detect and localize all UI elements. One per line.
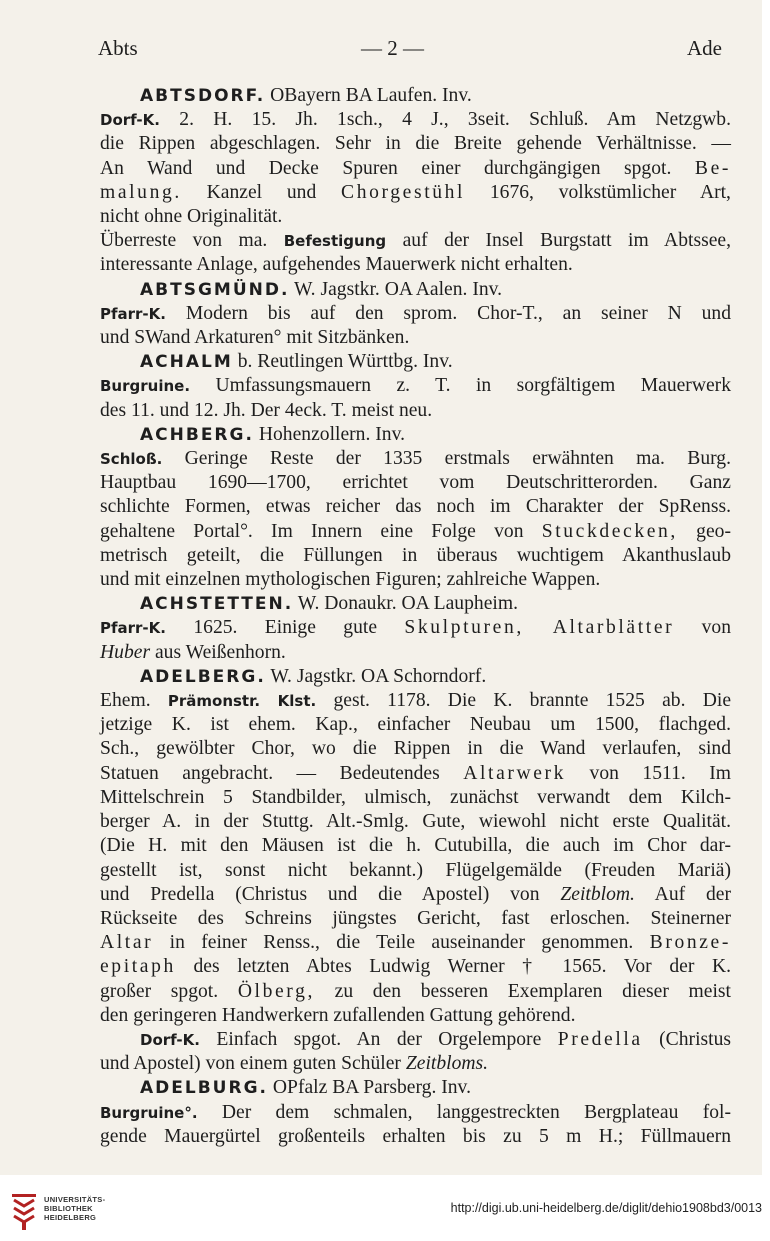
- entry-heading: ACHSTETTEN. W. Donaukr. OA Laupheim.: [140, 593, 518, 615]
- text-line: den geringeren Handwerkern zufallenden Gattung gehörend.: [100, 1004, 576, 1026]
- library-name: UNIVERSITÄTS- BIBLIOTHEK HEIDELBERG: [44, 1195, 106, 1222]
- text-line: berger A. in der Stuttg. Alt.-Smlg. Gute, wiewohl nicht erste Qualität.: [100, 811, 731, 833]
- entry-heading: ADELBURG. OPfalz BA Parsberg. Inv.: [140, 1077, 471, 1099]
- header-left: Abts: [98, 36, 138, 60]
- text-line: Mittelschrein 5 Standbilder, ulmisch, zunächst verwandt dem Kilch-: [100, 786, 731, 808]
- place-name: ADELBURG.: [140, 1078, 268, 1099]
- text-line: und mit einzelnen mythologischen Figuren; zahlreiche Wappen.: [100, 569, 601, 591]
- text-line: Pfarr-K. 1625. Einige gute Skulpturen, Altarblätter von: [100, 617, 731, 639]
- text-line: metrisch geteilt, die Füllungen in überaus wuchtigem Akanthuslaub: [100, 544, 731, 566]
- text-line: jetzige K. ist ehem. Kap., einfacher Neubau um 1500, flachged.: [100, 714, 731, 736]
- university-library-logo-icon: [8, 1192, 40, 1232]
- keyword: Befestigung: [283, 232, 387, 251]
- keyword: Burgruine°.: [100, 1103, 198, 1122]
- place-name: ACHBERG.: [140, 424, 254, 445]
- artist-name: Zeitblom.: [560, 883, 635, 905]
- entry-heading: ACHBERG. Hohenzollern. Inv.: [140, 423, 406, 445]
- text-line: die Rippen abgeschlagen. Sehr in die Breite gehende Verhältnisse. —: [100, 133, 731, 155]
- text-line: Schloß. Geringe Reste der 1335 erstmals erwähnten ma. Burg.: [100, 448, 731, 470]
- text-line: interessante Anlage, aufgehendes Mauerwerk nicht erhalten.: [100, 254, 573, 276]
- entry-heading: ADELBERG. W. Jagstkr. OA Schorndorf.: [140, 665, 487, 687]
- entry-heading: ABTSGMÜND. W. Jagstkr. OA Aalen. Inv.: [140, 278, 503, 300]
- text-line: Pfarr-K. Modern bis auf den sprom. Chor-T., an seiner N und: [100, 302, 731, 324]
- text-line: (Die H. mit den Mäusen ist die h. Cutubilla, die auch im Chor dar-: [100, 835, 731, 857]
- artist-name: Huber: [100, 641, 151, 663]
- keyword: Schloß.: [100, 450, 163, 469]
- page-header: [98, 36, 722, 66]
- text-line: und Apostel) von einem guten Schüler Zeitbloms.: [100, 1053, 489, 1075]
- place-name: ACHSTETTEN.: [140, 594, 294, 615]
- text-line: Hauptbau 1690—1700, errichtet vom Deutschritterorden. Ganz: [100, 472, 731, 494]
- keyword: Pfarr-K.: [100, 619, 166, 638]
- text-line: Altar in feiner Renss., die Teile auseinander genommen. Bronze-: [100, 932, 731, 954]
- text-line: Dorf-K. 2. H. 15. Jh. 1sch., 4 J., 3seit. Schluß. Am Netzgwb.: [100, 109, 731, 131]
- text-line: malung. Kanzel und Chorgestühl 1676, volkstümlicher Art,: [100, 181, 731, 203]
- entry-heading: ACHALM b. Reutlingen Württbg. Inv.: [140, 351, 453, 373]
- source-url[interactable]: http://digi.ub.uni-heidelberg.de/diglit/dehio1908bd3/0013: [450, 1201, 762, 1215]
- text-line: epitaph des letzten Abtes Ludwig Werner † 1565. Vor der K.: [100, 956, 732, 978]
- text-line: nicht ohne Originalität.: [100, 206, 283, 228]
- entry-heading: ABTSDORF. OBayern BA Laufen. Inv.: [140, 85, 472, 106]
- text-line: schlichte Formen, etwas reicher das noch im Charakter der SpRenss.: [100, 496, 731, 518]
- keyword: Prämonstr. Klst.: [167, 692, 317, 711]
- text-line: Dorf-K. Einfach spgot. An der Orgelempore Predella (Christus: [140, 1028, 732, 1050]
- text-line: Überreste von ma. Befestigung auf der Insel Burgstatt im Abtssee,: [100, 230, 731, 252]
- text-line: Rückseite des Schreins jüngstes Gericht, fast erloschen. Steinerner: [100, 907, 731, 929]
- header-right: Ade: [687, 36, 722, 60]
- place-name: ADELBERG.: [140, 666, 266, 687]
- text-line: Ehem. Prämonstr. Klst. gest. 1178. Die K. brannte 1525 ab. Die: [100, 690, 732, 712]
- text-line: und SWand Arkaturen° mit Sitzbänken.: [100, 327, 410, 349]
- place-name: ABTSDORF.: [140, 86, 266, 106]
- text-line: An Wand und Decke Spuren einer durchgängigen spgot. Be-: [100, 157, 731, 179]
- artist-name: Zeitbloms.: [405, 1053, 489, 1075]
- text-line: Sch., gewölbter Chor, wo die Rippen in die Wand verlaufen, sind: [100, 738, 731, 760]
- text-line: gestellt ist, sonst nicht bekannt.) Flügelgemälde (Freuden Mariä): [100, 859, 731, 881]
- place-name: ACHALM: [140, 352, 233, 373]
- article-body: [100, 84, 731, 1149]
- text-line: Burgruine. Umfassungsmauern z. T. in sorgfältigem Mauerwerk: [100, 375, 732, 397]
- keyword: Pfarr-K.: [100, 304, 166, 323]
- text-line: gehaltene Portal°. Im Innern eine Folge von Stuckdecken, geo-: [100, 520, 731, 542]
- text-line: Burgruine°. Der dem schmalen, langgestreckten Bergplateau fol-: [100, 1101, 731, 1123]
- keyword: Dorf-K.: [100, 111, 160, 130]
- text-line: des 11. und 12. Jh. Der 4eck. T. meist neu.: [100, 399, 433, 421]
- text-line: Huber aus Weißenhorn.: [100, 641, 286, 663]
- text-line: großer spgot. Ölberg, zu den besseren Exemplaren dieser meist: [100, 980, 731, 1002]
- text-line: Statuen angebracht. — Bedeutendes Altarwerk von 1511. Im: [100, 762, 732, 784]
- text-line: und Predella (Christus und die Apostel) von Zeitblom. Auf der: [100, 883, 731, 905]
- place-name: ABTSGMÜND.: [140, 279, 290, 300]
- keyword: Dorf-K.: [140, 1030, 200, 1049]
- viewer-footer: [0, 1175, 770, 1241]
- keyword: Burgruine.: [100, 377, 191, 396]
- text-line: gende Mauergürtel großenteils erhalten bis zu 5 m H.; Füllmauern: [100, 1125, 731, 1147]
- page-number: — 2 —: [361, 36, 424, 60]
